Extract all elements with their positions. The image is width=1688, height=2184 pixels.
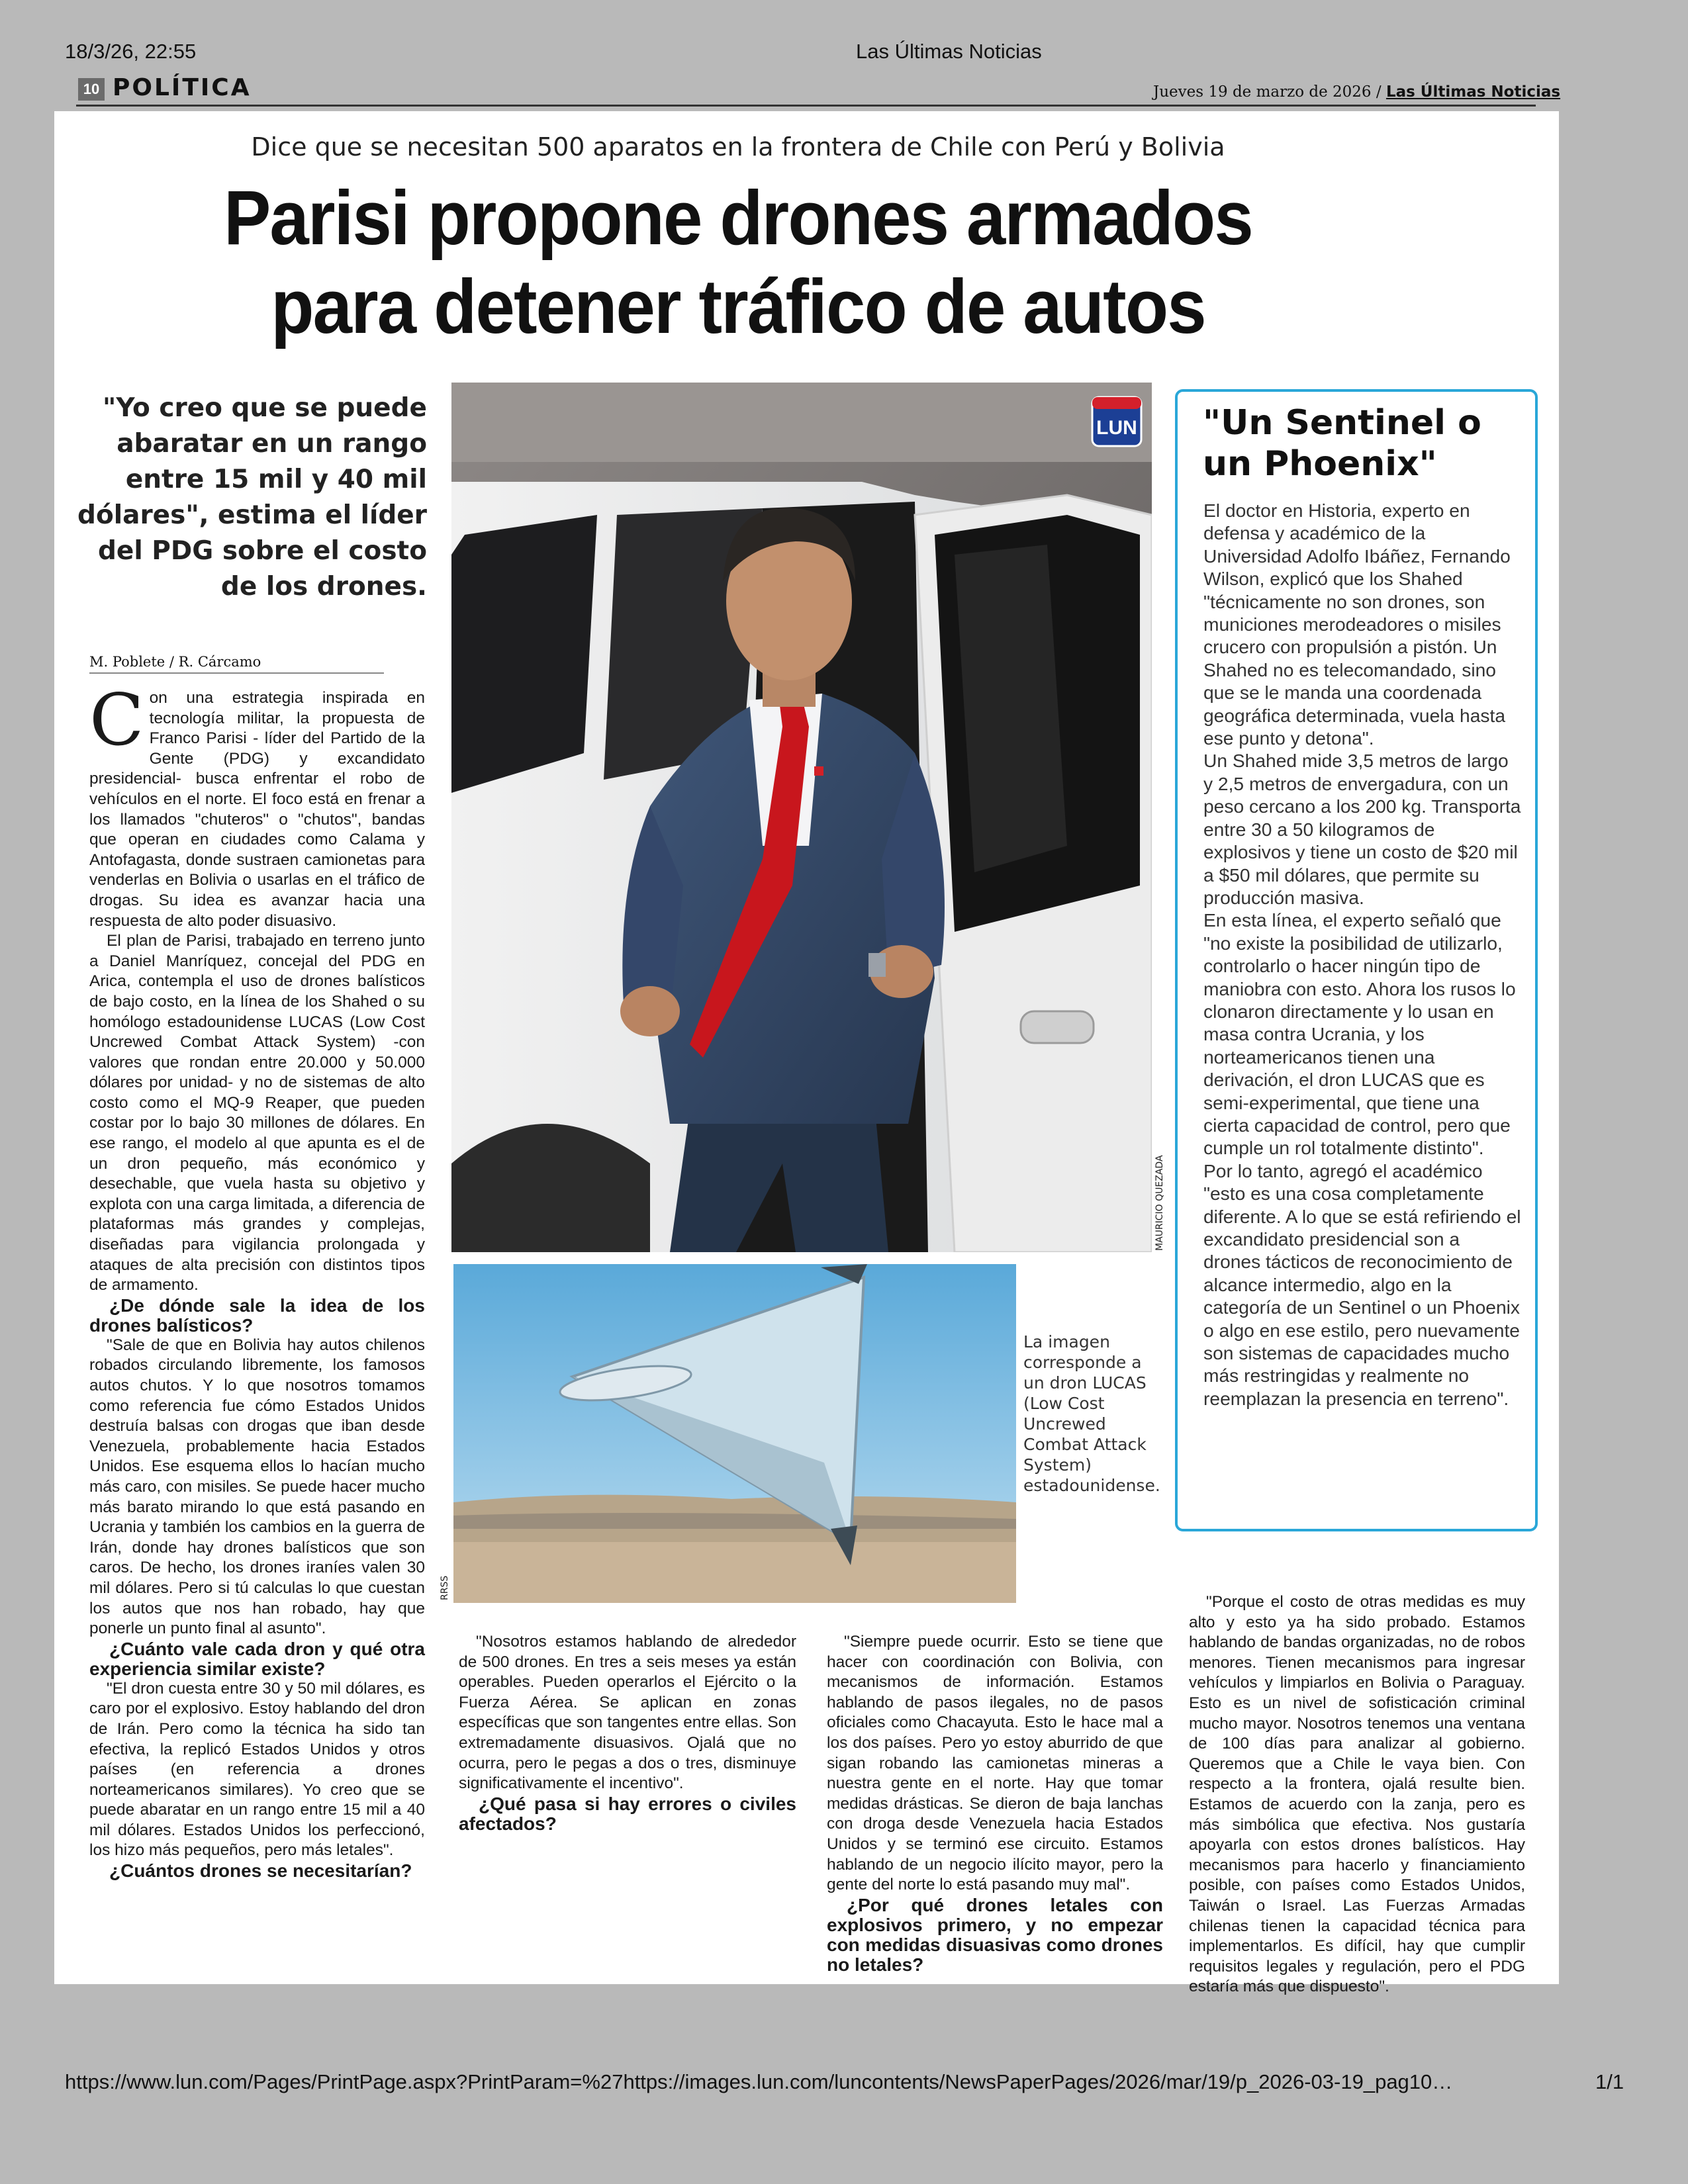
issue-date: Jueves 19 de marzo de 2026 / Las Últimas Noticias (1153, 83, 1561, 101)
interview-question: ¿De dónde sale la idea de los drones balísticos? (89, 1295, 425, 1336)
page-number-badge: 10 (78, 78, 105, 101)
lun-logo-text: LUN (1096, 417, 1137, 439)
print-datetime: 18/3/26, 22:55 (65, 40, 197, 63)
article-column-4 (1189, 1592, 1525, 1997)
issue-date-text: Jueves 19 de marzo de 2026 (1153, 83, 1372, 101)
section-name: POLÍTICA (113, 74, 252, 101)
body-paragraph: "Porque el costo de otras medidas es muy alto y esto ya ha sido probado. Estamos hablando de bandas organizadas, no de robos menores. Tienen mecanismos para ingresar vehículos y limpiarlos en Bolivia o Paraguay. Esto es un nivel de sofisticación criminal mucho mayor. Nosotros tenemos una ventana de 100 días para analizar al gobierno. Queremos que a Chile le vaya bien. Con respecto a la frontera, ojalá resulte bien. Estamos de acuerdo con la zanja, pero es más simbólica que efectiva. Nos gustaría apoyarla con estos drones balísticos. Hay mecanismos para hacerlo y financiamiento posible, con países como Estados Unidos, Taiwán o Israel. Las Fuerzas Armadas chilenas tienen la capacidad técnica para implementarlos. Es difícil, hay que cumplir requisitos legales y regulación, pero el PDG estaría más que dispuesto". (1189, 1593, 1525, 1996)
drone-photo (453, 1264, 1016, 1603)
print-url: https://www.lun.com/Pages/PrintPage.aspx?PrintParam=%27https://images.lun.com/luncontents/NewsPaperPages/2026/mar/19/p_2026-03-19_pag10… (65, 2070, 1453, 2093)
main-photo (451, 383, 1152, 1252)
lun-logo (1092, 397, 1141, 446)
body-paragraph: El plan de Parisi, trabajado en terreno junto a Daniel Manríquez, concejal del PDG en Arica, contempla el uso de drones balísticos de bajo costo, en la línea de los Shahed o su homólogo estadounidense LUCAS (Low Cost Uncrewed Combat Attack System) -con valores que rondan entre 20.000 y 50.000 dólares por unidad- y no de sistemas de alto costo como el MQ-9 Reaper, que pueden costar por lo bajo 30 millones de dólares. En ese rango, el modelo al que apunta es el de un dron pequeño, más económico y desechable, que vuela hasta su objetivo y explota con una carga limitada, a diferencia de plataformas más grandes y complejas, diseñadas para vigilancia prolongada y ataques de alta precisión con distintos tipos de armamento. (89, 932, 425, 1295)
sidebar-paragraph: Un Shahed mide 3,5 metros de largo y 2,5 metros de envergadura, con un peso cercano a los 200 kg. Transporta entre 30 a 50 kilogramos de explosivos y tiene un costo de $20 mil a $50 mil dólares, que permite su producción masiva. (1203, 750, 1521, 908)
sidebar-body (1203, 499, 1521, 1410)
drop-cap: C (89, 679, 144, 762)
paper-name: Las Últimas Noticias (1385, 83, 1561, 101)
drone-photo-credit: RRSS (440, 1575, 450, 1600)
interview-question: ¿Qué pasa si hay errores o civiles afectados? (459, 1793, 796, 1834)
drone-caption: La imagen corresponde a un dron LUCAS (Low Cost Uncrewed Combat Attack System) estadounidense. (1023, 1332, 1160, 1495)
interview-question: ¿Por qué drones letales con explosivos primero, y no empezar con medidas disuasivas como drones no letales? (827, 1894, 1163, 1975)
drone-image (453, 1264, 1016, 1603)
print-site-title: Las Últimas Noticias (856, 40, 1042, 63)
body-paragraph: "Siempre puede ocurrir. Esto se tiene que hacer con coordinación con Bolivia, con mecanismos de información. Estamos hablando de pasos ilegales, no de pasos oficiales como Chacayuta. Esto le hace mal a los dos países. Pero yo estoy aburrido de que sigan robando las camionetas mineras a nuestra gente en el norte. Hay que tomar medidas drásticas. Se dieron de baja lanchas con droga desde Venezuela hacia Estados Unidos y se terminó ese circuito. Estamos hablando de un negocio ilícito mayor, pero la gente del norte lo está pasando muy mal". (827, 1633, 1163, 1894)
article-kicker: Dice que se necesitan 500 aparatos en la frontera de Chile con Perú y Bolivia (251, 132, 1225, 161)
photo-credit: MAURICIO QUEZADA (1154, 1155, 1165, 1251)
sidebar-paragraph: En esta línea, el experto señaló que "no existe la posibilidad de utilizarlo, controlarlo o hacer ningún tipo de maniobra con esto. Ahora los rusos lo clonaron directamente y lo usan en masa contra Ucrania, y los norteamericanos tienen una derivación, el dron LUCAS que es semi-experimental, que tiene una cierta capacidad de control, pero que cumple un rol totalmente distinto". (1203, 909, 1516, 1159)
body-paragraph: "El dron cuesta entre 30 y 50 mil dólares, es caro por el explosivo. Estoy hablando del dron de Irán. Pero como la técnica ha sido tan efectiva, la replicó Estados Unidos y otros países (en referencia a drones norteamericanos similares). Yo creo que se puede abaratar en un rango entre 15 mil a 40 mil dólares. Estados Unidos los perfeccionó, los hizo más pequeños, pero más letales". (89, 1679, 425, 1860)
article-column-1 (89, 679, 425, 1882)
body-paragraph: "Sale de que en Bolivia hay autos chilenos robados circulando libremente, los famosos autos chutos. Y lo que nosotros tomamos como referencia fue cómo Estados Unidos destruía balsas con drogas que iban desde Venezuela, probablemente hacia Estados Unidos. Ese esquema ellos lo hacían mucho más caro, con misiles. Se puede hacer mucho más barato mirando lo que está pasando en Ucrania y también los cambios en la guerra de Irán, donde hay drones balísticos que son caros. De hecho, los drones iraníes valen 30 mil dólares. Pero si tú calculas lo que cuestan los autos que nos han robado, hay que ponerle un punto final al asunto". (89, 1336, 425, 1638)
byline: M. Poblete / R. Cárcamo (89, 654, 384, 674)
pull-quote: "Yo creo que se puede abaratar en un rango entre 15 mil y 40 mil dólares", estima el líder del PDG sobre el costo de los drones. (77, 393, 427, 602)
print-page-count: 1/1 (1595, 2070, 1624, 2093)
sidebar-title: "Un Sentinel o un Phoenix" (1203, 403, 1481, 484)
sidebar-paragraph: Por lo tanto, agregó el académico "esto es una cosa completamente diferente. A lo que se está refiriendo el excandidato presidencial son a drones tácticos de reconocimiento de alcance intermedio, algo en la categoría de un Sentinel o un Phoenix o algo en ese estilo, pero nuevamente son sistemas de capacidades mucho más restringidas y realmente no reemplazan la presencia en terreno". (1203, 1160, 1521, 1409)
body-paragraph: on una estrategia inspirada en tecnología militar, la propuesta de Franco Parisi - líder del Partido de la Gente (PDG) y excandidato presidencial- busca enfrentar el robo de vehículos en el norte. El foco está en frenar a los llamados "chuteros" o "chutos", bandas que operan en ciudades como Calama y Antofagasta, donde sustraen camionetas para venderlas en Bolivia o usarlas en el tráfico de drogas. Su idea es avanzar hacia una respuesta de alto poder disuasivo. (89, 689, 425, 930)
interview-question: ¿Cuánto vale cada dron y qué otra experiencia similar existe? (89, 1638, 425, 1679)
article-column-3 (827, 1632, 1163, 1975)
article-headline: Parisi propone drones armados para detener tráfico de autos (224, 175, 1252, 349)
body-paragraph: "Nosotros estamos hablando de alrededor de 500 drones. En tres a seis meses ya están operables. Pueden operarlos el Ejército o la Fuerza Aérea. Se aplican en zonas específicas que son tangentes entre ellas. Son extremadamente disuasivos. Ojalá que no ocurra, pero le pegas a dos o tres, disminuye significativamente el incentivo". (459, 1633, 796, 1793)
politician-photo (451, 383, 1152, 1252)
sidebar-paragraph: El doctor en Historia, experto en defensa y académico de la Universidad Adolfo Ibáñez, Fernando Wilson, explicó que los Shahed "técnicamente no son drones, son municiones merodeadores o misiles crucero con propulsión a pistón. Un Shahed no es telecomandado, sino que se le manda una coordenada geográfica determinada, vuela hasta ese punto y detona". (1203, 500, 1511, 749)
interview-question: ¿Cuántos drones se necesitarían? (109, 1860, 412, 1882)
article-column-2 (459, 1632, 796, 1834)
